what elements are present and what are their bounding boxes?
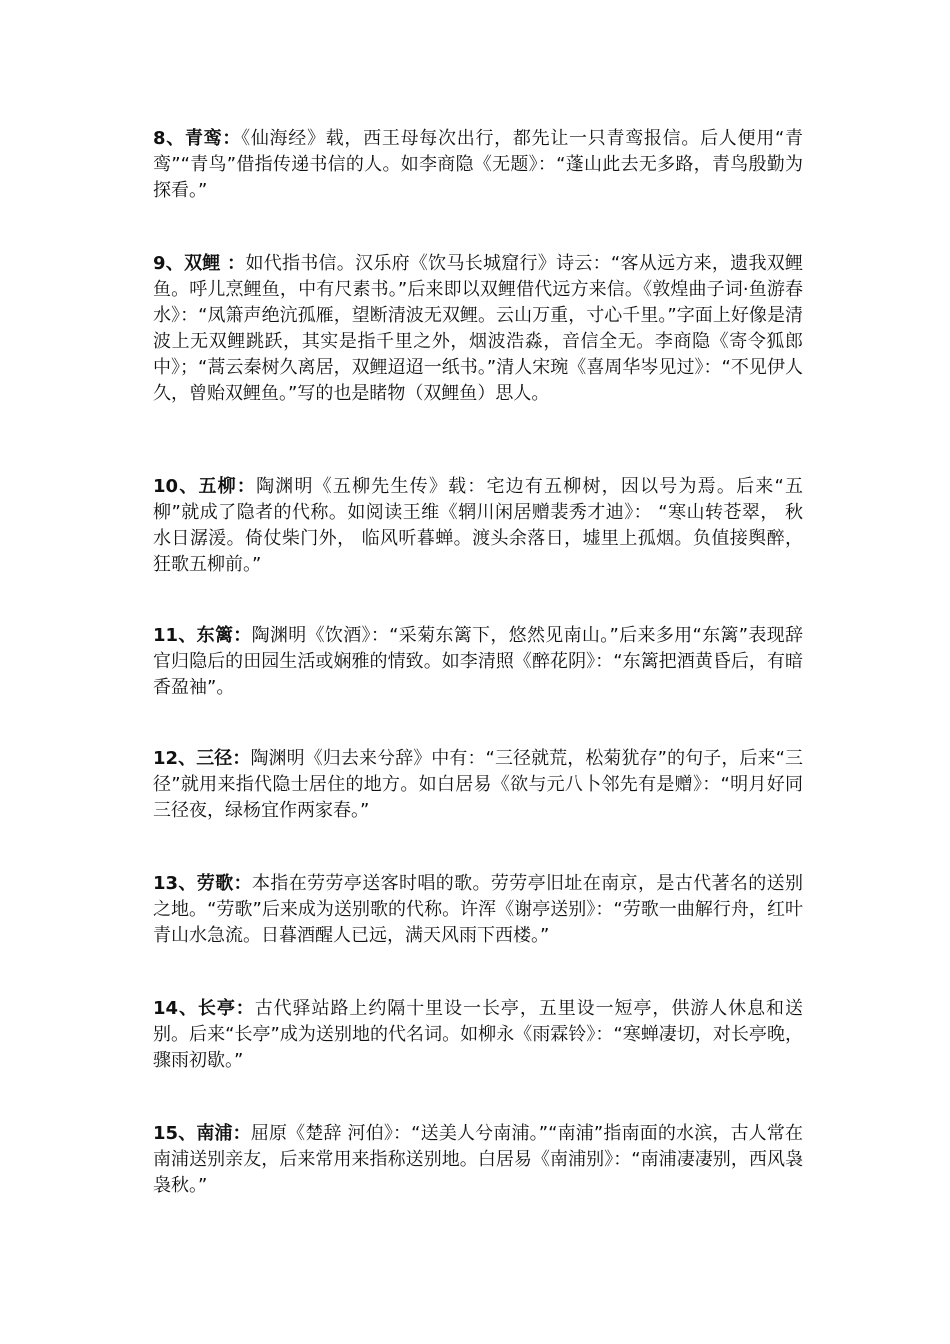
entry-body: 古代驿站路上约隔十里设一长亭，五里设一短亭，供游人休息和送别。后来“长亭”成为送别地的代名词。如柳永《雨霖铃》：“寒蝉凄切，对长亭晚，骤雨初歇。”: [153, 998, 803, 1071]
entry-body: 《仙海经》载，西王母每次出行，都先让一只青鸾报信。后人便用“青鸾”“青鸟”借指传递书信的人。如李商隐《无题》：“蓬山此去无多路，青鸟殷勤为探看。”: [153, 128, 803, 201]
entry-13: [153, 871, 803, 949]
entry-11: [153, 623, 803, 701]
entry-9: [153, 251, 803, 407]
entry-term: 14、长亭：: [153, 998, 255, 1019]
entry-term: 8、青鸾：: [153, 128, 242, 149]
entry-body: 陶渊明《归去来兮辞》中有：“三径就荒，松菊犹存”的句子，后来“三径”就用来指代隐士居住的地方。如白居易《欲与元八卜邻先有是赠》：“明月好同三径夜，绿杨宜作两家春。”: [153, 748, 803, 821]
entry-term: 13、劳歌：: [153, 873, 252, 894]
entry-14: [153, 996, 803, 1074]
entry-body: 本指在劳劳亭送客时唱的歌。劳劳亭旧址在南京，是古代著名的送别之地。“劳歌”后来成为送别歌的代称。许浑《谢亭送别》：“劳歌一曲解行舟，红叶青山水急流。日暮酒醒人已远，满天风雨下西楼。”: [153, 873, 803, 946]
entry-term: 12、三径：: [153, 748, 251, 769]
entry-body: 屈原《楚辞 河伯》：“送美人兮南浦。”“南浦”指南面的水滨，古人常在南浦送别亲友，后来常用来指称送别地。白居易《南浦别》：“南浦凄凄别，西风袅袅秋。”: [153, 1123, 803, 1196]
entry-10: [153, 474, 803, 578]
entry-body: 陶渊明《五柳先生传》载：宅边有五柳树，因以号为焉。后来“五柳”就成了隐者的代称。如阅读王维《辋川闲居赠裴秀才迪》： “寒山转苍翠， 秋水日潺湲。倚仗柴门外， 临风听暮蝉。渡头余落日，墟里上孤烟。负值接舆醉，狂歌五柳前。”: [153, 476, 803, 575]
entry-15: [153, 1121, 803, 1199]
entry-12: [153, 746, 803, 824]
entry-term: 9、双鲤 ：: [153, 253, 246, 274]
entry-term: 15、南浦：: [153, 1123, 251, 1144]
entry-term: 11、东篱：: [153, 625, 252, 646]
entry-body: 陶渊明《饮酒》：“采菊东篱下，悠然见南山。”后来多用“东篱”表现辞官归隐后的田园生活或娴雅的情致。如李清照《醉花阴》：“东篱把酒黄昏后，有暗香盈袖”。: [153, 625, 803, 698]
entry-8: [153, 126, 803, 204]
entry-term: 10、五柳：: [153, 476, 257, 497]
entry-body: 如代指书信。汉乐府《饮马长城窟行》诗云：“客从远方来，遗我双鲤鱼。呼儿烹鲤鱼，中有尺素书。”后来即以双鲤借代远方来信。《敦煌曲子词·鱼游春水》：“凤箫声绝沆孤雁，望断清波无双鲤。云山万重，寸心千里。”字面上好像是清波上无双鲤跳跃，其实是指千里之外，烟波浩淼，音信全无。李商隐《寄令狐郎中》；“蒿云秦树久离居，双鲤迢迢一纸书。”清人宋琬《喜周华岑见过》：“不见伊人久，曾贻双鲤鱼。”写的也是睹物（双鲤鱼）思人。: [153, 253, 803, 404]
